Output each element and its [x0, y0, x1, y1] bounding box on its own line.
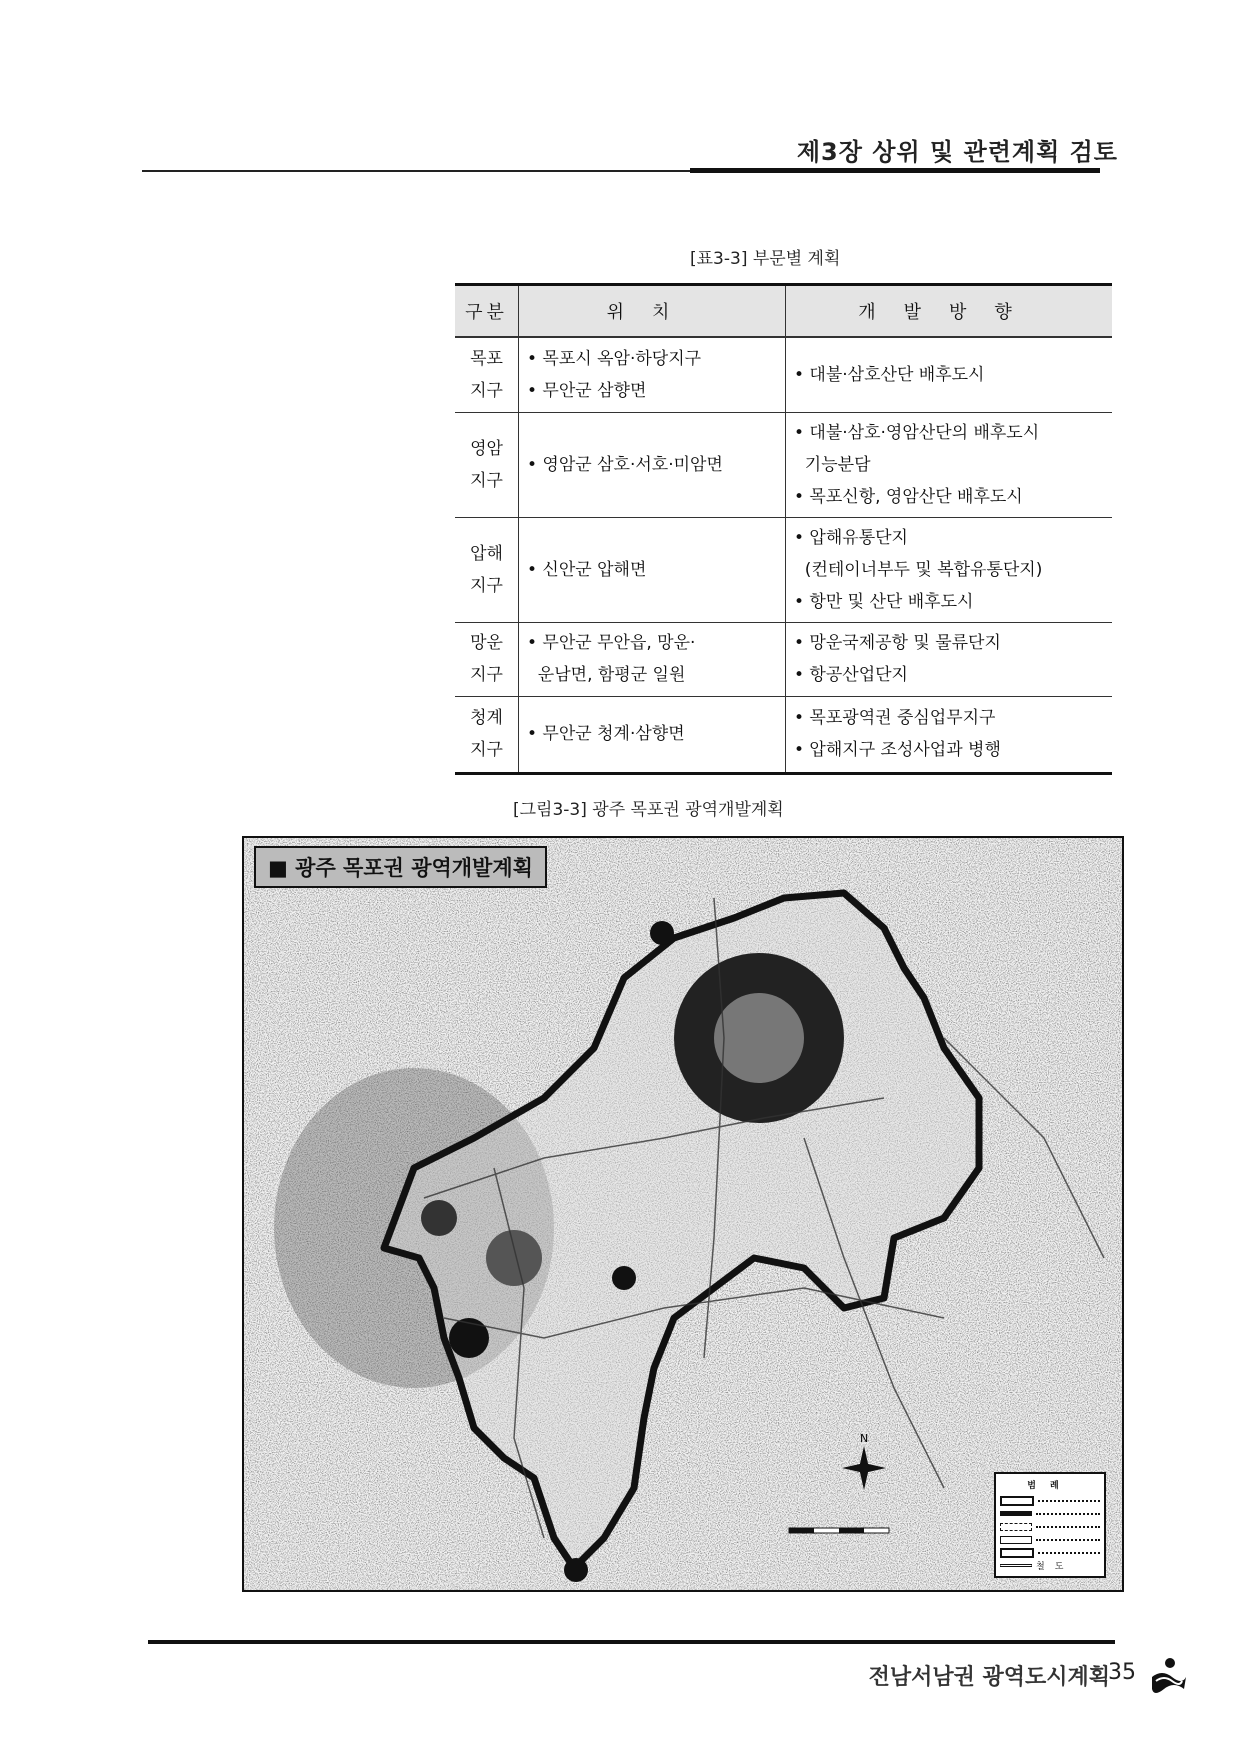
- direction-cell-line: (컨테이너부두 및 복합유통단지): [794, 559, 1043, 580]
- footer-title: 전남서남권 광역도시계획: [868, 1665, 1110, 1690]
- chapter-title: 제3장 상위 및 관련계획 검토: [796, 138, 1118, 166]
- direction-cell-line: • 항만 및 산단 배후도시: [794, 591, 974, 612]
- development-node: [564, 1558, 588, 1582]
- footer-rule: [148, 1640, 1115, 1644]
- table-caption: [표3-3] 부문별 계획: [690, 249, 841, 269]
- district-cell: [455, 412, 519, 517]
- location-cell-line: 운남면, 함평군 일원: [527, 665, 686, 685]
- column-header: 구분: [455, 285, 519, 338]
- district-cell-line: 지구: [470, 470, 503, 491]
- district-cell-line: 영암: [470, 438, 503, 459]
- district-cell: [455, 517, 519, 622]
- header-rule-accent: [690, 168, 1100, 173]
- plan-table: [455, 283, 1112, 775]
- district-cell-line: 목포: [470, 348, 503, 369]
- development-node: [650, 921, 674, 945]
- column-header: 위치: [519, 285, 786, 338]
- location-cell: [519, 337, 786, 412]
- table-row: [455, 696, 1112, 773]
- location-cell-line: • 목포시 옥암·하당지구: [527, 348, 702, 369]
- district-cell-line: 지구: [470, 575, 503, 596]
- direction-cell-line: • 대불·삼호산단 배후도시: [794, 364, 985, 385]
- district-cell-line: 지구: [470, 665, 503, 685]
- table-row: [455, 337, 1112, 412]
- direction-cell: [786, 337, 1113, 412]
- legend-title: 범례: [1027, 1481, 1073, 1491]
- direction-cell-line: • 압해지구 조성사업과 병행: [794, 740, 1001, 760]
- direction-cell-line: • 목포광역권 중심업무지구: [794, 708, 996, 728]
- location-cell-line: • 신안군 압해면: [527, 559, 647, 580]
- page-number: 35: [1108, 1660, 1136, 1685]
- location-cell-line: • 무안군 무안읍, 망운·: [527, 633, 696, 653]
- location-cell: [519, 622, 786, 696]
- direction-cell-line: 기능분담: [794, 454, 871, 475]
- compass-label: N: [860, 1432, 869, 1445]
- district-cell-line: 지구: [470, 380, 503, 401]
- district-cell-line: 청계: [470, 708, 503, 728]
- district-cell-line: 망운: [470, 633, 503, 653]
- logo-icon: [1148, 1655, 1188, 1695]
- map-title: ■ 광주 목포권 광역개발계획: [254, 846, 547, 888]
- development-node: [612, 1266, 636, 1290]
- scale-bar: [789, 1528, 889, 1533]
- district-cell: [455, 696, 519, 773]
- regional-development-map: [242, 836, 1124, 1592]
- district-cell: [455, 622, 519, 696]
- location-cell-line: • 무안군 청계·삼향면: [527, 724, 685, 744]
- table-row: [455, 412, 1112, 517]
- location-cell-line: • 영암군 삼호·서호·미암면: [527, 454, 723, 475]
- direction-cell-line: • 망운국제공항 및 물류단지: [794, 633, 1001, 653]
- legend-item-railway: 철도: [1036, 1562, 1074, 1572]
- table-header-row: [455, 285, 1112, 338]
- district-cell-line: 지구: [470, 740, 503, 760]
- direction-cell: [786, 622, 1113, 696]
- direction-cell: [786, 696, 1113, 773]
- direction-cell-line: • 항공산업단지: [794, 665, 908, 685]
- direction-cell-line: • 대불·삼호·영암산단의 배후도시: [794, 422, 1040, 443]
- direction-cell: [786, 412, 1113, 517]
- map-graphic: [244, 838, 1124, 1592]
- column-header: 개발방향: [786, 285, 1113, 338]
- figure-caption: [그림3-3] 광주 목포권 광역개발계획: [513, 800, 784, 820]
- table-row: [455, 622, 1112, 696]
- district-cell-line: 압해: [470, 543, 503, 564]
- location-cell-line: • 무안군 삼향면: [527, 380, 647, 401]
- table-row: [455, 517, 1112, 622]
- location-cell: [519, 696, 786, 773]
- development-node: [449, 1318, 489, 1358]
- location-cell: [519, 517, 786, 622]
- district-cell: [455, 337, 519, 412]
- gwangju-city: [714, 993, 804, 1083]
- direction-cell: [786, 517, 1113, 622]
- direction-cell-line: • 압해유통단지: [794, 527, 908, 548]
- location-cell: [519, 412, 786, 517]
- direction-cell-line: • 목포신항, 영암산단 배후도시: [794, 486, 1023, 507]
- map-legend: [994, 1472, 1106, 1578]
